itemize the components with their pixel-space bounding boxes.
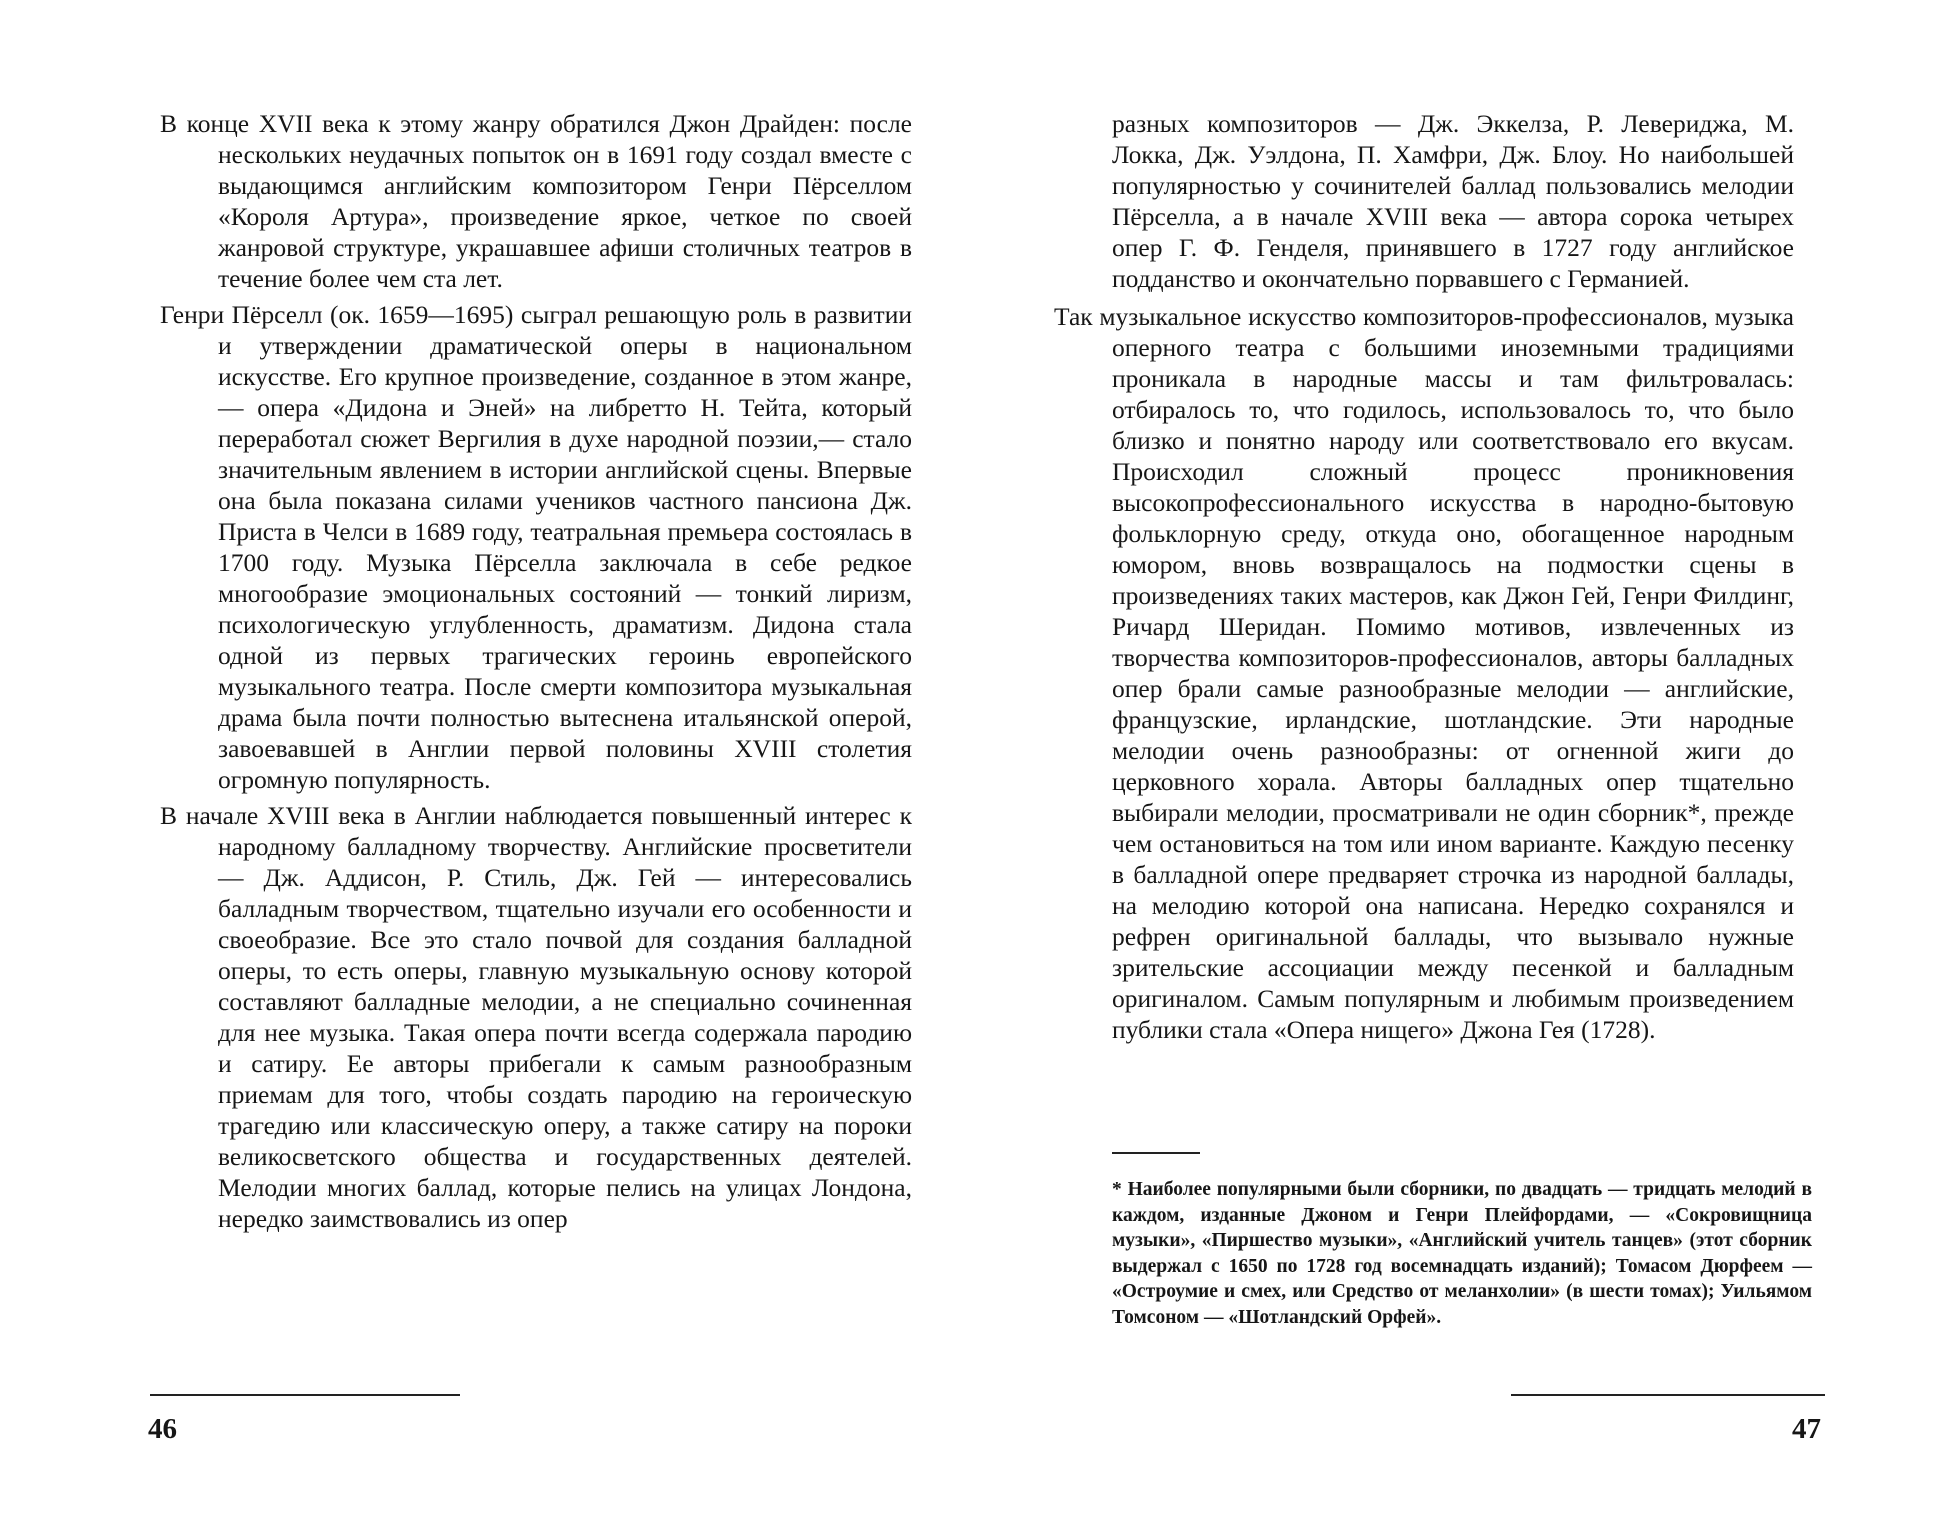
paragraph-continuation: разных композиторов — Дж. Эккелза, Р. Левериджа, М. Локка, Дж. Уэлдона, П. Хамфри, Дж. Блоу. Но наибольшей популярностью у сочинителей баллад пользовались мелодии Пёрселла, а в начале XVIII века — автора сорока четырех опер Г. Ф. Генделя, принявшего в 1727 году английское подданство и окончательно порвавшего с Германией. xyxy=(1112,109,1794,293)
page-number-right: 47 xyxy=(1792,1413,1821,1445)
paragraph-purcell: Генри Пёрселл (ок. 1659—1695) сыграл решающую роль в развитии и утверждении драматической оперы в национальном искусстве. Его крупное произведение, созданное в этом жанре,— опера «Дидона и Эней» на либретто Н. Тейта, который переработал сюжет Вергилия в духе народной поэзии,— стало значительным явлением в истории английской сцены. Впервые она была показана силами учеников частного пансиона Дж. Приста в Челси в 1689 году, театральная премьера состоялась в 1700 году. Музыка Пёрселла заключала в себе редкое многообразие эмоциональных состояний — тонкий лиризм, психологическую углубленность, драматизм. Дидона стала одной из первых трагических героинь европейского музыкального театра. После смерти композитора музыкальная драма была почти полностью вытеснена итальянской оперой, завоевавшей в Англии первой половины XVIII столетия огромную популярность. xyxy=(160,300,912,794)
footnote: * Наиболее популярными были сборники, по двадцать — тридцать мелодий в каждом, изданные Джоном и Генри Плейфордами, — «Сокровищница музыки», «Пиршество музыки», «Английский учитель танцев» (этот сборник выдержал с 1650 по 1728 год восемнадцать изданий); Томасом Дюрфеем — «Остроумие и смех, или Средство от меланхолии» (в шести томах); Уильямом Томсоном — «Шотландский Орфей». xyxy=(1112,1179,1812,1328)
page-number-left: 46 xyxy=(148,1413,177,1445)
page-bottom-rule xyxy=(1511,1394,1825,1396)
right-text-column xyxy=(1054,108,1794,1045)
paragraph-dryden: В конце XVII века к этому жанру обратился Джон Драйден: после нескольких неудачных попыток он в 1691 году создал вместе с выдающимся английским композитором Генри Пёрселлом «Короля Артура», произведение яркое, четкое по своей жанровой структуре, украшавшее афиши столичных театров в течение более чем ста лет. xyxy=(160,109,912,293)
right-page xyxy=(977,0,1954,1528)
footnote-rule xyxy=(1112,1152,1200,1154)
paragraph-folk-music: Так музыкальное искусство композиторов-профессионалов, музыка оперного театра с большими иноземными традициями проникала в народные массы и там фильтровалась: отбиралось то, что годилось, использовалось то, что было близко и понятно народу или соответствовало его вкусам. Происходил сложный процесс проникновения высокопрофессионального искусства в народно-бытовую фольклорную среду, откуда оно, обогащенное народным юмором, вновь возвращалось на подмостки сцены в произведениях таких мастеров, как Джон Гей, Генри Филдинг, Ричард Шеридан. Помимо мотивов, извлеченных из творчества композиторов-профессионалов, авторы балладных опер брали самые разнообразные мелодии — английские, французские, ирландские, шотландские. Эти народные мелодии очень разнообразны: от огненной жиги до церковного хорала. Авторы балладных опер тщательно выбирали мелодии, просматривали не один сборник*, прежде чем остановиться на том или ином варианте. Каждую песенку в балладной опере предваряет строчка из народной баллады, на мелодию которой она написана. Нередко сохранялся и рефрен оригинальной баллады, что вызывало нужные зрительские ассоциации между песенкой и балладным оригиналом. Самым популярным и любимым произведением публики стала «Опера нищего» Джона Гея (1728). xyxy=(1054,302,1794,1044)
paragraph-ballad-opera: В начале XVIII века в Англии наблюдается повышенный интерес к народному балладному творчеству. Английские просветители — Дж. Аддисон, Р. Стиль, Дж. Гей — интересовались балладным творчеством, тщательно изучали его особенности и своеобразие. Все это стало почвой для создания балладной оперы, то есть оперы, главную музыкальную основу которой составляют балладные мелодии, а не специально сочиненная для нее музыка. Такая опера почти всегда содержала пародию и сатиру. Ее авторы прибегали к самым разнообразным приемам для того, чтобы создать пародию на героическую трагедию или классическую оперу, а также сатиру на пороки великосветского общества и государственных деятелей. Мелодии многих баллад, которые пелись на улицах Лондона, нередко заимствовались из опер xyxy=(160,801,912,1233)
left-text-column xyxy=(160,108,912,1234)
page-bottom-rule xyxy=(150,1394,460,1396)
